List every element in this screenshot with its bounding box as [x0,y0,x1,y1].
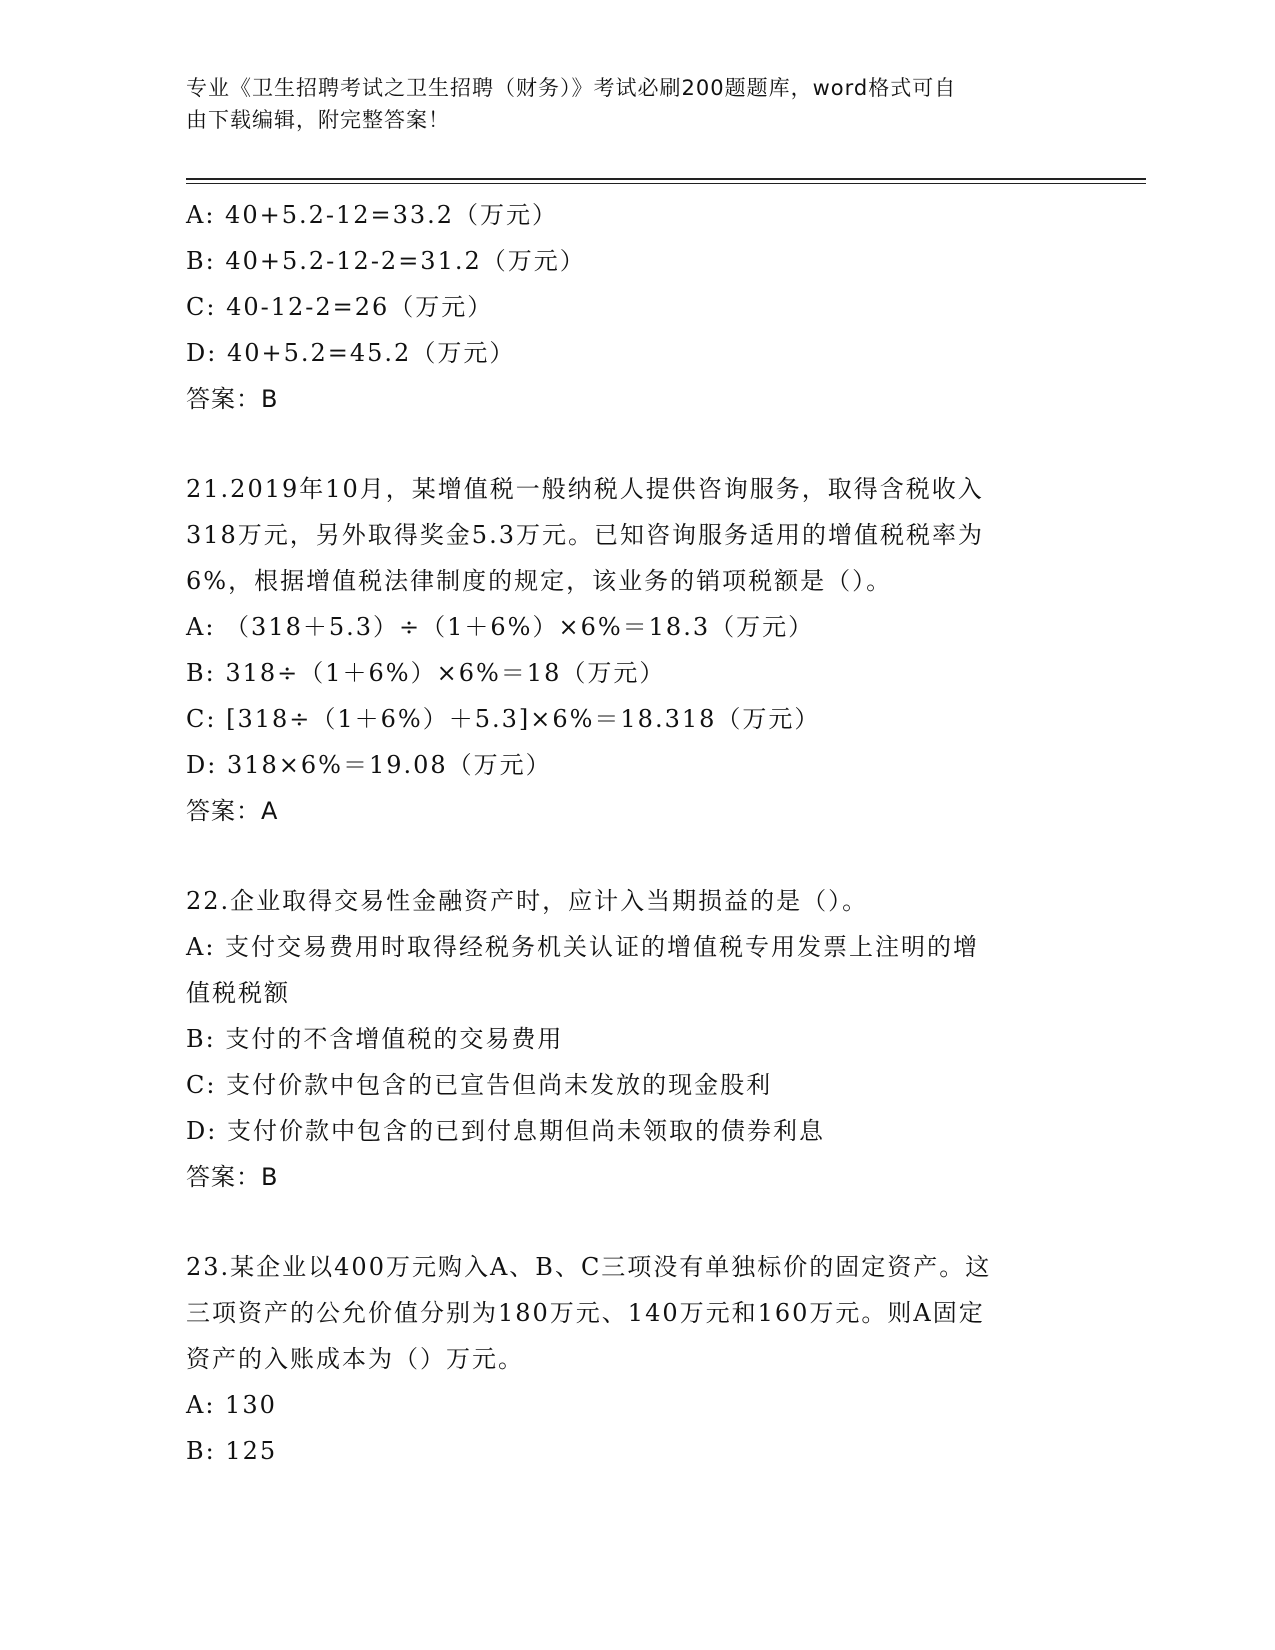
question-23 [186,1244,1086,1474]
option-c: C: 40-12-2=26（万元） [186,293,494,321]
option-a: A: 支付交易费用时取得经税务机关认证的增值税专用发票上注明的增 [186,933,980,961]
question-text-line: 21.2019年10月，某增值税一般纳税人提供咨询服务，取得含税收入 [186,475,984,503]
question-20-continued [186,192,1086,422]
option-c: C: 支付价款中包含的已宣告但尚未发放的现金股利 [186,1071,773,1099]
option-d: D: 支付价款中包含的已到付息期但尚未领取的债券利息 [186,1117,825,1145]
question-text-line: 6%，根据增值税法律制度的规定，该业务的销项税额是（）。 [186,567,893,595]
question-21 [186,466,1086,834]
answer: 答案：A [186,797,279,825]
question-text-line: 资产的入账成本为（）万元。 [186,1345,524,1373]
answer: 答案：B [186,1163,279,1191]
document-header [186,72,1086,136]
option-b: B: 40+5.2-12-2=31.2（万元） [186,247,586,275]
option-d: D: 318×6%＝19.08（万元） [186,751,552,779]
option-c: C: [318÷（1＋6%）＋5.3]×6%＝18.318（万元） [186,705,821,733]
option-b: B: 125 [186,1437,278,1465]
option-a: A: 40+5.2-12=33.2（万元） [186,201,559,229]
answer: 答案：B [186,385,279,413]
question-text-line: 三项资产的公允价值分别为180万元、140万元和160万元。则A固定 [186,1299,985,1327]
question-text-line: 23.某企业以400万元购入A、B、C三项没有单独标价的固定资产。这 [186,1253,992,1281]
option-a-continued: 值税税额 [186,979,290,1007]
header-line-2: 由下载编辑，附完整答案！ [186,108,450,132]
question-list [186,192,1086,1474]
option-b: B: 318÷（1＋6%）×6%＝18（万元） [186,659,666,687]
option-b: B: 支付的不含增值税的交易费用 [186,1025,564,1053]
question-22 [186,878,1086,1200]
option-a: A: 130 [186,1391,277,1419]
option-a: A: （318＋5.3）÷（1＋6%）×6%＝18.3（万元） [186,613,815,641]
header-divider-thin [186,183,1146,184]
header-line-1: 专业《卫生招聘考试之卫生招聘（财务）》考试必刷200题题库，word格式可自 [186,76,957,100]
question-text-line: 318万元，另外取得奖金5.3万元。已知咨询服务适用的增值税税率为 [186,521,984,549]
header-divider-thick [186,178,1146,180]
option-d: D: 40+5.2=45.2（万元） [186,339,516,367]
question-text-line: 22.企业取得交易性金融资产时，应计入当期损益的是（）。 [186,887,869,915]
